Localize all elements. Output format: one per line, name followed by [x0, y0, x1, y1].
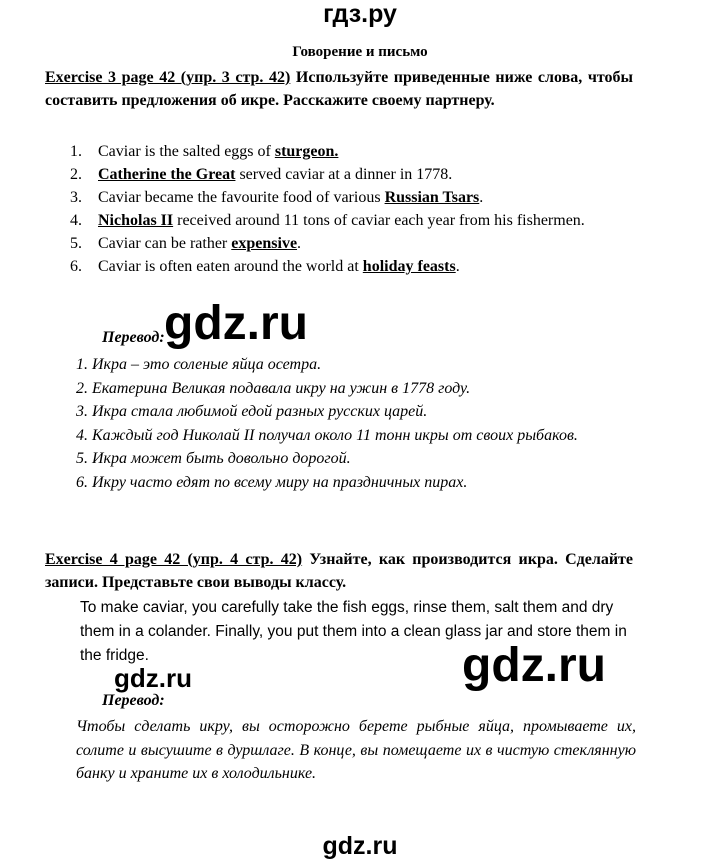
- sentence-text: [98, 186, 636, 209]
- sentence-text-after: .: [479, 189, 484, 206]
- sentence-row: [70, 209, 636, 232]
- exercise-3-ref: Exercise 3 page 42 (упр. 3 стр. 42): [45, 69, 291, 86]
- translation-label: Перевод:: [102, 692, 165, 709]
- sentence-text: [98, 255, 636, 278]
- sentence-number: 4.: [70, 212, 82, 229]
- exercise-3-translation: [76, 353, 636, 494]
- translation-line: 3. Икра стала любимой едой разных русских царей.: [76, 403, 428, 420]
- sentence-text-after: .: [297, 235, 302, 252]
- watermark-logo: gdz.ru: [114, 663, 192, 693]
- sentence-text: [98, 163, 636, 186]
- exercise-4-text: To make caviar, you carefully take the fish eggs, rinse them, salt them and dry them in a colander. Finally, you put them into a clean glass jar and store them in the fridge.: [80, 599, 627, 664]
- sentence-text: [98, 232, 636, 255]
- translation-line: 6. Икру часто едят по всему миру на праздничных пирах.: [76, 473, 468, 491]
- sentence-row: [70, 255, 636, 278]
- sentence-text-after: .: [455, 258, 460, 275]
- watermark-logo: gdz.ru: [462, 639, 606, 692]
- sentence-number: 2.: [70, 166, 82, 183]
- sentence-number: 5.: [70, 235, 82, 252]
- exercise-4-heading: [45, 548, 633, 594]
- sentence-keyword: Catherine the Great: [98, 166, 236, 183]
- exercise-3-instruction: Используйте приведенные ниже слова, чтобы составить предложения об икре. Расскажите своему партнеру.: [45, 69, 633, 109]
- translation-line: 4. Каждый год Николай II получал около 11 тонн икры от своих рыбаков.: [76, 426, 578, 444]
- sentence-text: [98, 209, 636, 232]
- exercise-3-heading: [45, 66, 633, 112]
- sentence-row: [70, 140, 636, 163]
- translation-line: 2. Екатерина Великая подавала икру на ужин в 1778 году.: [76, 379, 471, 397]
- translation-line: 5. Икра может быть довольно дорогой.: [76, 450, 351, 467]
- sentence-keyword: holiday feasts: [362, 258, 456, 275]
- sentence-number: 6.: [70, 258, 82, 275]
- sentence-row: [70, 163, 636, 186]
- exercise-4-translation: Чтобы сделать икру, вы осторожно берете рыбные яйца, промываете их, солите и высушите в дуршлаге. В конце, вы помещаете их в чистую стеклянную банку и храните их в холодильнике.: [76, 718, 636, 782]
- translation-label: Перевод:: [102, 329, 165, 346]
- sentence-text-after: received around 11 tons of caviar each year from his fishermen.: [173, 212, 585, 229]
- sentence-row: [70, 232, 636, 255]
- exercise-4-instruction: Узнайте, как производится икра. Сделайте записи. Представьте свои выводы классу.: [45, 551, 634, 591]
- sentence-text: [98, 140, 636, 163]
- site-footer: gdz.ru: [322, 832, 398, 860]
- sentence-text-before: Caviar is the salted eggs of: [98, 143, 275, 160]
- sentence-keyword: expensive: [231, 235, 298, 252]
- sentence-row: [70, 186, 636, 209]
- sentence-text-before: Caviar can be rather: [98, 235, 232, 252]
- section-title: Говорение и письмо: [292, 44, 428, 60]
- translation-line: 1. Икра – это соленые яйца осетра.: [76, 356, 322, 373]
- exercise-3-sentences: [70, 140, 636, 278]
- sentence-number: 1.: [70, 143, 82, 160]
- sentence-text-before: Caviar became the favourite food of various: [98, 189, 385, 206]
- sentence-number: 3.: [70, 189, 82, 206]
- sentence-text-after: served caviar at a dinner in 1778.: [235, 166, 453, 183]
- sentence-keyword: Russian Tsars: [384, 189, 480, 206]
- sentence-text-before: Caviar is often eaten around the world at: [98, 258, 363, 275]
- sentence-keyword: sturgeon.: [274, 143, 339, 160]
- site-header: гдз.ру: [323, 0, 397, 28]
- exercise-4-ref: Exercise 4 page 42 (упр. 4 стр. 42): [45, 551, 303, 568]
- sentence-keyword: Nicholas II: [98, 212, 174, 229]
- watermark-logo: gdz.ru: [164, 297, 308, 350]
